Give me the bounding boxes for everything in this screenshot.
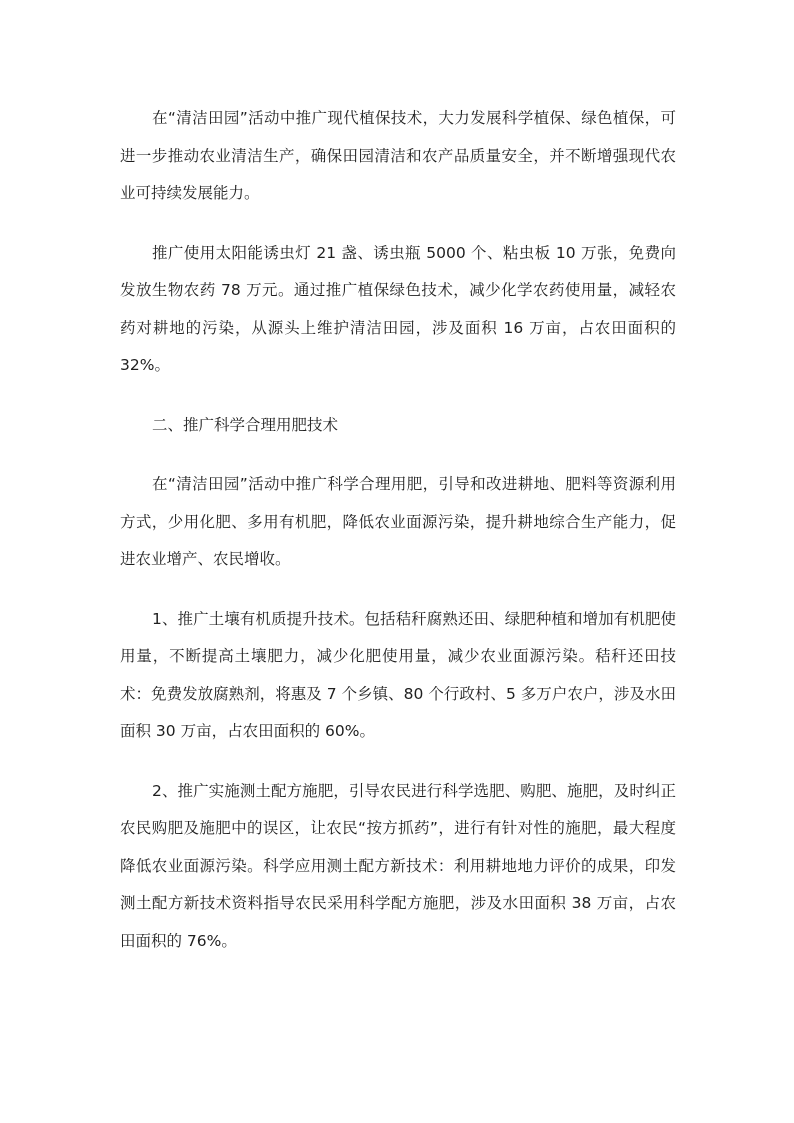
paragraph-soil-organic-matter: 1、推广土壤有机质提升技术。包括秸秆腐熟还田、绿肥种植和增加有机肥使用量，不断提高土壤肥力，减少化肥使用量，减少农业面源污染。秸秆还田技术：免费发放腐熟剂，将惠及 7 个乡镇、80 个行政村、5 多万户农户，涉及水田面积 30 万亩，占农田面积的 60%。 (120, 609, 676, 740)
paragraph-fertilizer-intro: 在“清洁田园”活动中推广科学合理用肥，引导和改进耕地、肥料等资源利用方式，少用化肥、多用有机肥，降低农业面源污染，提升耕地综合生产能力，促进农业增产、农民增收。 (120, 475, 676, 568)
paragraph-plant-protection-measures: 推广使用太阳能诱虫灯 21 盏、诱虫瓶 5000 个、粘虫板 10 万张，免费向发放生物农药 78 万元。通过推广植保绿色技术，减少化学农药使用量，减轻农药对耕地的污染，从源头上维护清洁田园，涉及面积 16 万亩，占农田面积的 32%。 (120, 243, 676, 374)
paragraph-plant-protection-intro: 在“清洁田园”活动中推广现代植保技术，大力发展科学植保、绿色植保，可进一步推动农业清洁生产，确保田园清洁和农产品质量安全，并不断增强现代农业可持续发展能力。 (120, 109, 676, 202)
section-heading-fertilizer: 二、推广科学合理用肥技术 (152, 415, 339, 434)
document-body (120, 100, 676, 982)
paragraph-soil-testing-fertilization: 2、推广实施测土配方施肥，引导农民进行科学选肥、购肥、施肥，及时纠正农民购肥及施肥中的误区，让农民“按方抓药”，进行有针对性的施肥，最大程度降低农业面源污染。科学应用测土配方新技术：利用耕地地力评价的成果，印发测土配方新技术资料指导农民采用科学配方施肥，涉及水田面积 38 万亩，占农田面积的 76%。 (120, 781, 676, 950)
